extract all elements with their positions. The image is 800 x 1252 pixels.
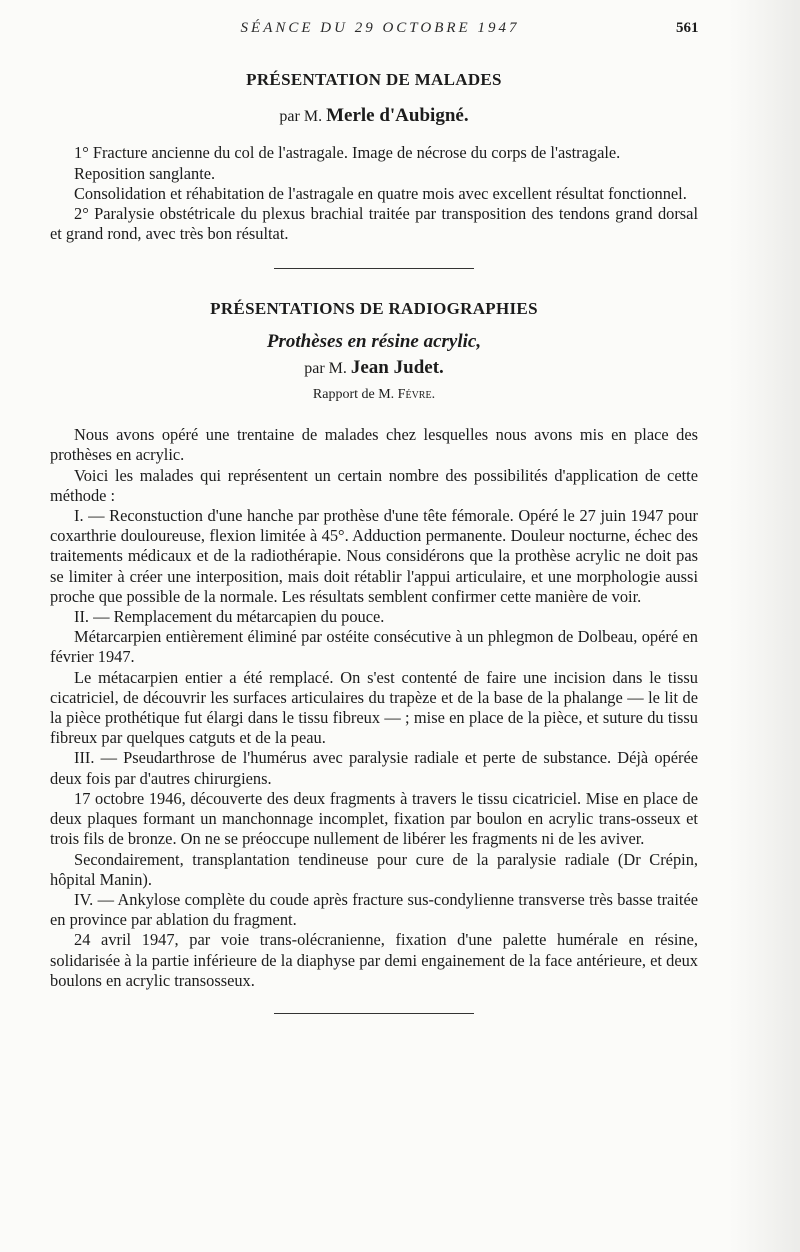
paragraph: Secondairement, transplantation tendineuse pour cure de la paralysie radiale (Dr Crépin, hôpital Manin).: [50, 849, 698, 889]
byline-merle: [50, 106, 698, 127]
rapport-prefix: Rapport de M.: [312, 387, 395, 403]
paragraph: I. — Reconstuction d'une hanche par prothèse d'une tête fémorale. Opéré le 27 juin 1947 pour coxarthrie douloureuse, flexion limitée à 45°. Adduction permanente. Douleur nocturne, échec des traitements médicaux et de la radiothérapie. Nous considérons que la prothèse acrylic ne doit pas se limiter à créer une interposition, mais doit rétablir l'appui articulaire, et une morphologie aussi proche que possible de la normale. Les résultats semblent confirmer cette manière de voir.: [50, 506, 698, 606]
author-name: Merle d'Aubigné.: [326, 105, 469, 127]
scan-edge-shadow: [730, 0, 800, 1252]
paragraph: 2° Paralysie obstétricale du plexus brachial traitée par transposition des tendons grand dorsal et grand rond, avec très bon résultat.: [50, 204, 698, 244]
paragraph: Métarcarpien entièrement éliminé par ostéite consécutive à un phlegmon de Dolbeau, opéré en février 1947.: [50, 627, 698, 667]
section-title-malades: PRÉSENTATION DE MALADES: [246, 70, 502, 89]
paragraph: Consolidation et réhabitation de l'astragale en quatre mois avec excellent résultat fonctionnel.: [74, 183, 687, 203]
paragraph: 24 avril 1947, par voie trans-olécranienne, fixation d'une palette humérale en résine, solidarisée à la partie inférieure de la diaphyse par demi engainement de la face antérieure, et deux boulons en acrylic transosseux.: [50, 930, 698, 990]
paragraph: IV. — Ankylose complète du coude après fracture sus-condylienne transverse très basse traitée en province par ablation du fragment.: [50, 889, 698, 930]
paragraph: 17 octobre 1946, découverte des deux fragments à travers le tissu cicatriciel. Mise en place de deux plaques formant un manchonnage incomplet, fixation par boulon en acrylic trans-osseux et trois fils de bronze. On ne se préoccupe nullement de libérer les fragments ni de les aviver.: [50, 788, 698, 849]
section-subtitle: Prothèses en résine acrylic,: [266, 330, 482, 352]
paragraph: II. — Remplacement du métarcapien du pouce.: [74, 607, 385, 627]
byline-prefix: par M.: [279, 108, 323, 126]
byline-prefix: par M.: [304, 359, 347, 377]
page-body: [50, 70, 698, 1014]
section-title-radiographies: PRÉSENTATIONS DE RADIOGRAPHIES: [210, 299, 538, 319]
author-name: Jean Judet.: [350, 356, 444, 378]
byline-judet: [50, 358, 698, 379]
paragraph: III. — Pseudarthrose de l'humérus avec paralysie radiale et perte de substance. Déjà opérée deux fois par d'autres chirurgiens.: [50, 748, 698, 788]
paragraph: Voici les malades qui représentent un certain nombre des possibilités d'application de cette méthode :: [50, 465, 698, 505]
paragraph: Nous avons opéré une trentaine de malades chez lesquelles nous avons mis en place des prothèses en acrylic.: [50, 425, 698, 465]
page-number: 561: [676, 20, 699, 36]
rapport-name: Févre.: [397, 387, 436, 403]
running-head: SÉANCE DU 29 OCTOBRE 1947: [240, 20, 520, 36]
rapport-line: [50, 385, 698, 405]
paragraph: 1° Fracture ancienne du col de l'astragale. Image de nécrose du corps de l'astragale.: [74, 143, 621, 163]
paragraph: Le métacarpien entier a été remplacé. On s'est contenté de faire une incision dans le tissu cicatriciel, de découvrir les surfaces articulaires du trapèze et de la base de la phalange — le lit de la pièce prothétique fut élargi dans le tissu fibreux — ; mise en place de la pièce, et suture du tissu fibreux par quelques catguts et de la peau.: [50, 667, 698, 748]
paragraph: Reposition sanglante.: [74, 163, 216, 183]
section-divider: [274, 1013, 474, 1014]
